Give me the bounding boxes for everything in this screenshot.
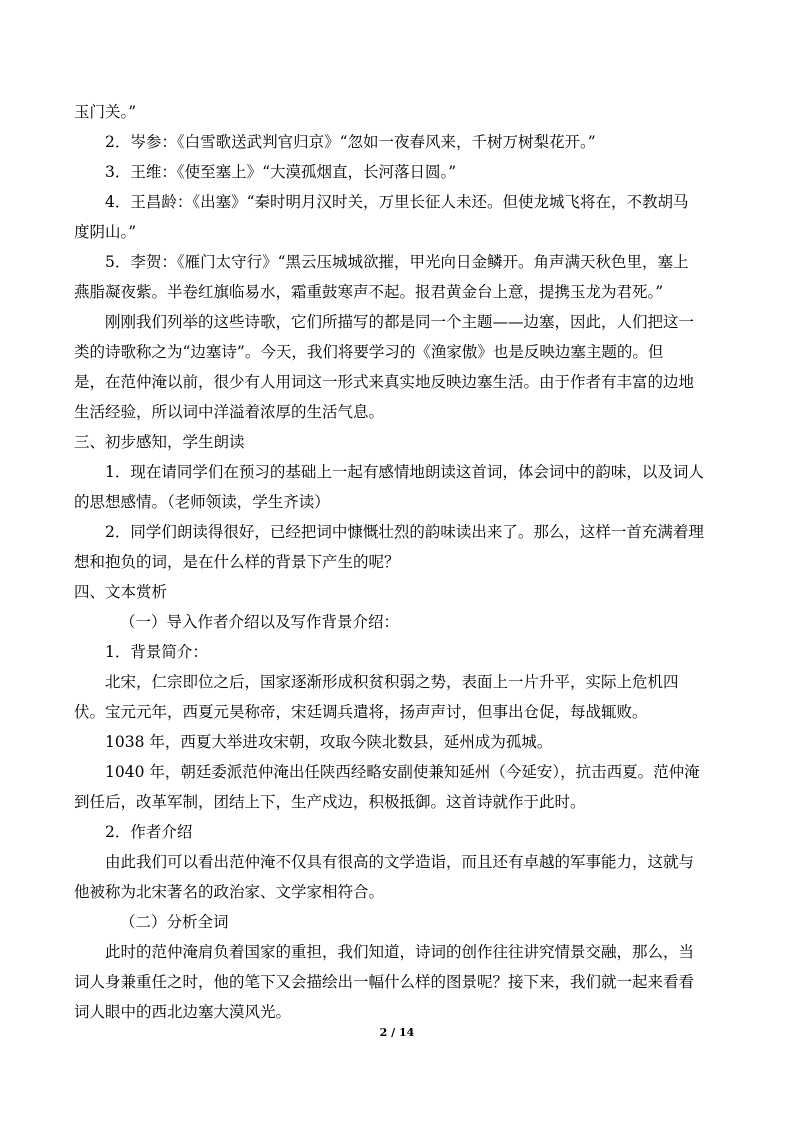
text-line: 燕脂凝夜紫。半卷红旗临易水，霜重鼓寒声不起。报君黄金台上意，提携玉龙为君死。”	[74, 283, 664, 301]
text-line: 伏。宝元元年，西夏元昊称帝，宋廷调兵遣将，扬声声讨，但事出仓促，每战辄败。	[74, 703, 648, 721]
text-line: 2．岑参：《白雪歌送武判官归京》“忽如一夜春风来，千树万树梨花开。”	[105, 133, 596, 151]
text-line: 词人眼中的西北边塞大漠风光。	[74, 1003, 292, 1021]
text-line: 四、文本赏析	[74, 583, 168, 601]
text-line: （二）分析全词	[120, 913, 229, 931]
text-line: 玉门关。”	[74, 103, 137, 121]
text-line: 想和抱负的词，是在什么样的背景下产生的呢？	[74, 553, 400, 571]
text-line: 4．王昌龄：《出塞》“秦时明月汉时关，万里长征人未还。但使龙城飞将在，不教胡马	[105, 193, 689, 211]
text-line: 5．李贺：《雁门太守行》“黑云压城城欲摧，甲光向日金鳞开。角声满天秋色里，塞上	[105, 253, 689, 271]
text-line: 由此我们可以看出范仲淹不仅具有很高的文学造诣，而且还有卓越的军事能力，这就与	[105, 853, 695, 871]
text-line: 北宋，仁宗即位之后，国家逐渐形成积贫积弱之势，表面上一片升平，实际上危机四	[105, 673, 679, 691]
page-number: 2 / 14	[379, 1026, 415, 1039]
text-line: 刚刚我们列举的这些诗歌，它们所描写的都是同一个主题——边塞，因此，人们把这一	[105, 313, 695, 331]
text-line: 生活经验，所以词中洋溢着浓厚的生活气息。	[74, 403, 385, 421]
text-line: 此时的范仲淹肩负着国家的重担，我们知道，诗词的创作往往讲究情景交融，那么，当	[105, 943, 695, 961]
text-line: 他被称为北宋著名的政治家、文学家相符合。	[74, 883, 385, 901]
text-line: 1040 年，朝廷委派范仲淹出任陕西经略安副使兼知延州（今延安），抗击西夏。范仲淹	[105, 763, 700, 781]
text-line: 1．现在请同学们在预习的基础上一起有感情地朗读这首词，体会词中的韵味，以及词人	[105, 463, 704, 481]
text-line: 三、初步感知，学生朗读	[74, 433, 245, 451]
text-line: 的思想感情。（老师领读，学生齐读）	[74, 493, 330, 511]
page-body	[74, 97, 734, 1027]
text-line: 词人身兼重任之时，他的笔下又会描绘出一幅什么样的图景呢？接下来，我们就一起来看看	[74, 973, 695, 991]
text-line: 是，在范仲淹以前，很少有人用词这一形式来真实地反映边塞生活。由于作者有丰富的边地	[74, 373, 695, 391]
text-line: （一）导入作者介绍以及写作背景介绍：	[120, 613, 400, 631]
text-line: 2．作者介绍	[105, 823, 193, 841]
text-line: 度阴山。”	[74, 223, 137, 241]
text-line: 到任后，改革军制，团结上下，生产戍边，积极抵御。这首诗就作于此时。	[74, 793, 586, 811]
text-line: 3．王维：《使至塞上》“大漠孤烟直，长河落日圆。”	[105, 163, 457, 181]
text-line: 类的诗歌称之为“边塞诗”。今天，我们将要学习的《渔家傲》也是反映边塞主题的。但	[74, 343, 664, 361]
text-line: 2．同学们朗读得很好，已经把词中慷慨壮烈的韵味读出来了。那么，这样一首充满着理	[105, 523, 704, 541]
text-line: 1038 年，西夏大举进攻宋朝，攻取今陕北数县，延州成为孤城。	[105, 733, 553, 751]
text-line: 1．背景简介：	[105, 643, 208, 661]
